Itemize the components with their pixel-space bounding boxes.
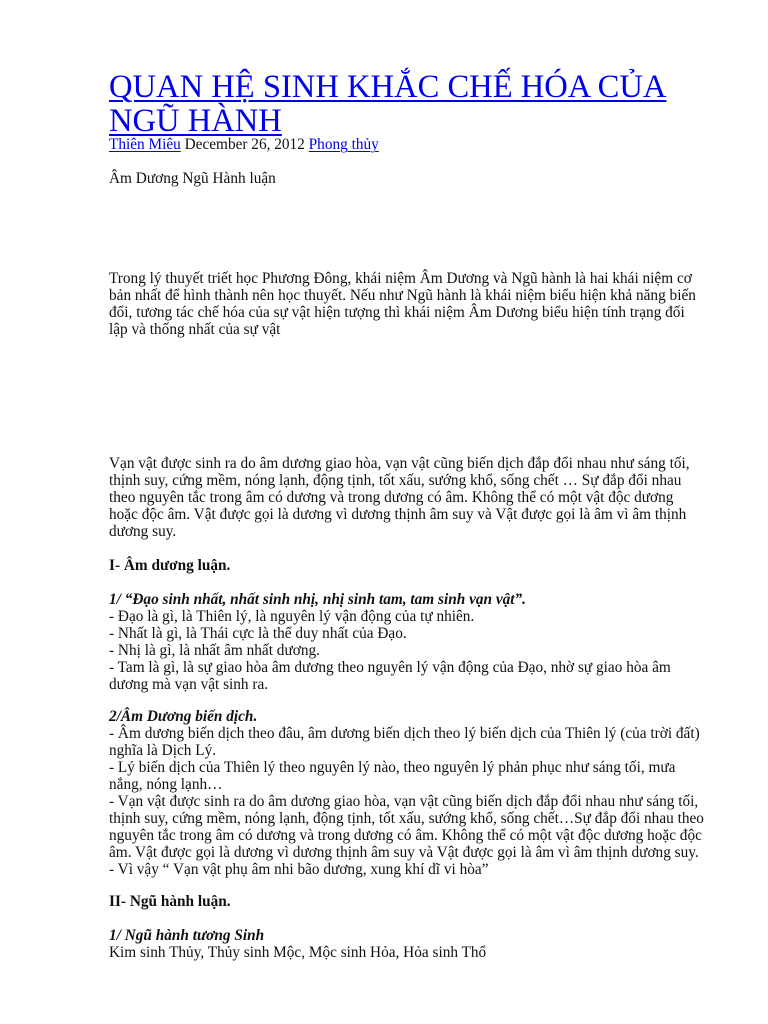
subsection-heading: 1/ “Đạo sinh nhất, nhất sinh nhị, nhị sinh tam, tam sinh vạn vật”. [109, 591, 527, 608]
post-meta [109, 136, 379, 153]
paragraph-line: thịnh suy, cứng mềm, nóng lạnh, động tịnh, tốt xấu, sướng khổ, sống chết … Sự đắp đổi nhau [109, 472, 682, 489]
paragraph-line: hoặc độc âm. Vật được gọi là dương vì dương thịnh âm suy và Vật được gọi là âm vì âm thịnh [109, 506, 687, 523]
paragraph-line: - Nhị là gì, là nhất âm nhất dương. [109, 642, 320, 659]
paragraph-line: - Vạn vật được sinh ra do âm dương giao hòa, vạn vật cũng biến dịch đắp đổi nhau như sáng tối, [109, 793, 699, 810]
paragraph-line: - Âm dương biến dịch theo đâu, âm dương biến dịch theo lý biến dịch của Thiên lý (của trời đất) [109, 725, 700, 742]
paragraph-line: - Lý biến dịch của Thiên lý theo nguyên lý nào, theo nguyên lý phản phục như sáng tối, mưa [109, 759, 676, 776]
section-heading: II- Ngũ hành luận. [109, 893, 231, 910]
paragraph-line: âm. Vật được gọi là dương vì dương thịnh âm suy và Vật được gọi là âm vì âm thịnh dương suy. [109, 844, 699, 861]
subsection [109, 927, 486, 961]
paragraph-line: - Nhất là gì, là Thái cực là thể duy nhất của Đạo. [109, 625, 407, 642]
intro-paragraph [109, 270, 696, 338]
paragraph-line: nguyên tắc trong âm có dương và trong dương có âm. Không thể có một vật độc dương hoặc độc [109, 827, 702, 844]
paragraph-line: đổi, tương tác chế hóa của sự vật hiện tượng thì khái niệm Âm Dương biểu hiện tính trạng đối [109, 304, 685, 321]
paragraph-line: theo nguyên tắc trong âm có dương và trong dương có âm. Không thể có một vật độc dương [109, 489, 674, 506]
paragraph-line: thịnh suy, cứng mềm, nóng lạnh, động tịnh, tốt xấu, sướng khổ, sống chết…Sự đắp đổi nhau theo [109, 810, 704, 827]
paragraph-line: Vạn vật được sinh ra do âm dương giao hòa, vạn vật cũng biến dịch đắp đổi nhau như sáng tối, [109, 455, 690, 472]
paragraph-line: bản nhất để hình thành nên học thuyết. Nếu như Ngũ hành là khái niệm biểu hiện khả năng biến [109, 287, 696, 304]
intro-paragraph [109, 455, 690, 540]
title-line[interactable]: NGŨ HÀNH [109, 103, 282, 139]
post-date: December 26, 2012 [184, 136, 305, 153]
section-heading: I- Âm dương luận. [109, 557, 231, 574]
paragraph-line: lập và thống nhất của sự vật [109, 321, 281, 338]
paragraph-line: Trong lý thuyết triết học Phương Đông, khái niệm Âm Dương và Ngũ hành là hai khái niệm cơ [109, 270, 692, 287]
paragraph-line: dương suy. [109, 523, 177, 540]
paragraph-line: dương mà vạn vật sinh ra. [109, 676, 269, 693]
title-line[interactable]: QUAN HỆ SINH KHẮC CHẾ HÓA CỦA [109, 69, 667, 105]
subsection [109, 591, 671, 693]
article-title [109, 70, 666, 138]
subsection-heading: 1/ Ngũ hành tương Sinh [109, 927, 265, 944]
subsection [109, 708, 704, 878]
subsection-heading: 2/Âm Dương biến dịch. [109, 708, 258, 725]
article-title-link[interactable] [109, 69, 666, 139]
author-link[interactable]: Thiên Miêu [109, 136, 181, 153]
paragraph-line: - Tam là gì, là sự giao hòa âm dương theo nguyên lý vận động của Đạo, nhờ sự giao hòa âm [109, 659, 671, 676]
paragraph-line: Kim sinh Thủy, Thủy sinh Mộc, Mộc sinh Hỏa, Hỏa sinh Thổ [109, 944, 487, 961]
article-subtitle: Âm Dương Ngũ Hành luận [109, 170, 276, 187]
paragraph-line: nắng, nóng lạnh… [109, 776, 223, 793]
category-link[interactable]: Phong thủy [308, 136, 379, 153]
paragraph-line: - Vì vậy “ Vạn vật phụ âm nhi bão dương, xung khí dĩ vi hòa” [109, 861, 489, 878]
paragraph-line: nghĩa là Dịch Lý. [109, 742, 217, 759]
paragraph-line: - Đạo là gì, là Thiên lý, là nguyên lý vận động của tự nhiên. [109, 608, 475, 625]
